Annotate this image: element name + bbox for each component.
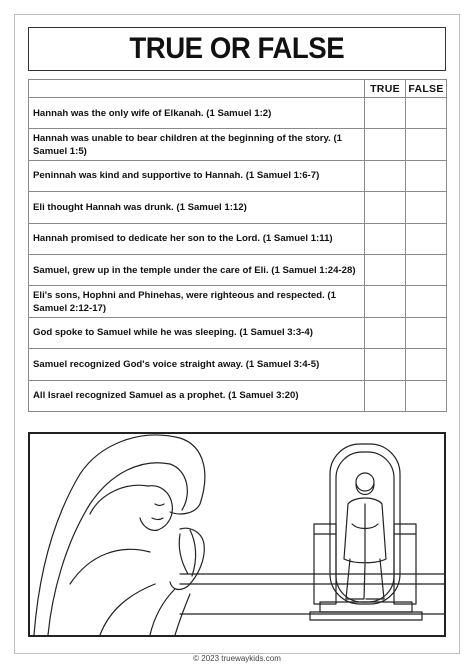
table-row [29,129,447,160]
table-row [29,317,447,348]
table-row [29,349,447,380]
illustration-frame [28,432,446,637]
statement-text: Eli's sons, Hophni and Phinehas, were righteous and respected. (1 Samuel 2:12-17) [29,286,365,317]
false-answer-cell[interactable] [406,160,447,191]
statement-text: Hannah was unable to bear children at the beginning of the story. (1 Samuel 1:5) [29,129,365,160]
table-row [29,286,447,317]
table-header-row [29,80,447,98]
true-answer-cell[interactable] [365,380,406,411]
false-answer-cell[interactable] [406,317,447,348]
false-answer-cell[interactable] [406,223,447,254]
statement-text: Samuel, grew up in the temple under the care of Eli. (1 Samuel 1:24-28) [29,254,365,285]
true-answer-cell[interactable] [365,160,406,191]
statement-text: Peninnah was kind and supportive to Hannah. (1 Samuel 1:6-7) [29,160,365,191]
table-row [29,192,447,223]
statement-text: Hannah promised to dedicate her son to the Lord. (1 Samuel 1:11) [29,223,365,254]
true-answer-cell[interactable] [365,223,406,254]
false-answer-cell[interactable] [406,98,447,129]
false-answer-cell[interactable] [406,129,447,160]
table-row [29,380,447,411]
statement-text: Hannah was the only wife of Elkanah. (1 Samuel 1:2) [29,98,365,129]
table-row [29,160,447,191]
eli-on-throne-figure [310,444,422,620]
true-answer-cell[interactable] [365,254,406,285]
false-answer-cell[interactable] [406,380,447,411]
table-row [29,254,447,285]
true-answer-cell[interactable] [365,192,406,223]
false-answer-cell[interactable] [406,349,447,380]
statement-text: God spoke to Samuel while he was sleeping. (1 Samuel 3:3-4) [29,317,365,348]
true-answer-cell[interactable] [365,129,406,160]
header-blank [29,80,365,98]
statement-text: Eli thought Hannah was drunk. (1 Samuel 1:12) [29,192,365,223]
page-title: TRUE OR FALSE [129,32,345,65]
true-answer-cell[interactable] [365,317,406,348]
false-answer-cell[interactable] [406,286,447,317]
true-answer-cell[interactable] [365,286,406,317]
coloring-illustration [30,434,444,635]
false-answer-cell[interactable] [406,254,447,285]
praying-woman-figure [34,435,205,635]
header-false: FALSE [406,80,447,98]
title-box [28,27,446,71]
quiz-table [28,79,447,412]
statement-text: All Israel recognized Samuel as a prophet. (1 Samuel 3:20) [29,380,365,411]
true-answer-cell[interactable] [365,349,406,380]
statement-text: Samuel recognized God's voice straight away. (1 Samuel 3:4-5) [29,349,365,380]
table-row [29,223,447,254]
header-true: TRUE [365,80,406,98]
true-answer-cell[interactable] [365,98,406,129]
table-row [29,98,447,129]
false-answer-cell[interactable] [406,192,447,223]
footer-credit: © 2023 truewaykids.com [193,654,281,663]
